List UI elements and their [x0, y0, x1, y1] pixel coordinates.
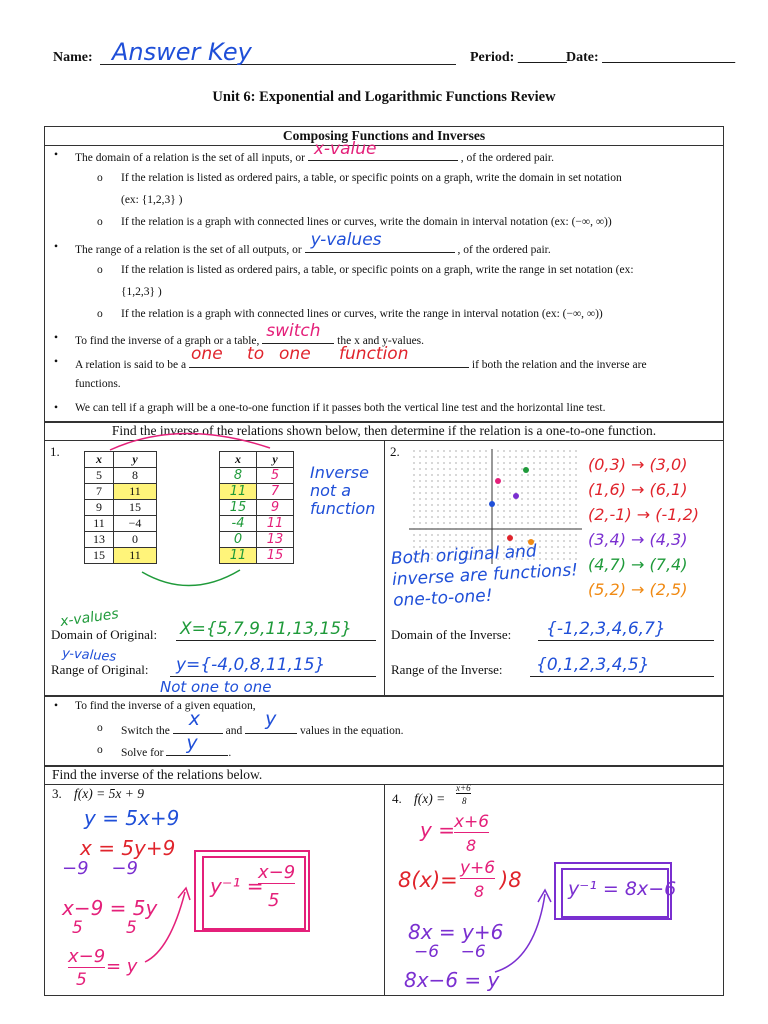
p4-step-2-rhs: )8: [500, 868, 522, 892]
col-y: y: [114, 452, 157, 468]
pair-inverse: (6,1): [649, 480, 688, 499]
answer-switch-y: y: [265, 708, 277, 730]
domain-original-label: Domain of Original:: [51, 627, 158, 642]
pair-row: [588, 580, 722, 605]
table-cell: 13: [85, 532, 114, 548]
col-y: y: [257, 452, 294, 468]
domain-inverse-line: [538, 640, 714, 641]
p4-step-3b: −6 −6: [414, 942, 486, 962]
table-cell: 11: [257, 516, 294, 532]
name-value: Answer Key: [112, 38, 252, 66]
table-cell: 8: [220, 468, 257, 484]
section-composing-heading: Composing Functions and Inverses: [282, 128, 486, 143]
arrow-arcs: [80, 422, 300, 592]
table-cell: 15: [85, 548, 114, 564]
p4-step-2-num: y+6: [460, 858, 496, 878]
problem-3-equation: f(x) = 5x + 9: [74, 786, 144, 801]
table-cell: 9: [257, 500, 294, 516]
sub-domain-set-ex: (ex: {1,2,3} ): [121, 194, 183, 206]
p4-step-4: 8x−6 = y: [404, 968, 500, 992]
page-title: Unit 6: Exponential and Logarithmic Functions Review: [212, 89, 556, 105]
p4-step-1-den: 8: [466, 836, 477, 855]
answer-switch: switch: [266, 321, 321, 341]
pair-inverse: (-1,2): [655, 505, 699, 524]
pair-original: (2,-1): [588, 505, 632, 524]
col-x: x: [85, 452, 114, 468]
table-cell: 5: [257, 468, 294, 484]
problem-4-eq-den: 8: [462, 796, 467, 806]
answer-function: function: [339, 344, 409, 364]
p4-answer-box: [554, 862, 677, 920]
answer-solve-y: y: [186, 732, 198, 754]
table-cell: 0: [220, 532, 257, 548]
table-cell: 11: [220, 484, 257, 500]
problem-3-number: 3.: [52, 786, 62, 801]
answer-one-2: one: [279, 344, 311, 364]
date-label: Date: ___________________: [566, 50, 736, 65]
p4-step-1-num: x+6: [454, 812, 490, 832]
table-cell: 0: [114, 532, 157, 548]
p4-step-1-lhs: y =: [420, 818, 455, 842]
inverse-eq-vdivider: [384, 784, 385, 996]
pair-row: [588, 480, 722, 505]
arrow-icon: →: [625, 530, 650, 549]
range-inverse-answer: {0,1,2,3,4,5}: [536, 655, 650, 675]
problem-4-eq-lhs: f(x) =: [414, 791, 446, 806]
p4-arrow: [490, 880, 560, 980]
table-cell: 15: [114, 500, 157, 516]
pair-original: (1,6): [588, 480, 626, 499]
arrow-icon: →: [625, 480, 650, 499]
pair-original: (4,7): [588, 555, 626, 574]
p3-step-2: x = 5y+9: [80, 836, 176, 860]
range-original-line: [170, 676, 376, 677]
p3-step-6-rhs: = y: [106, 956, 138, 977]
both-functions-note: Both original and inverse are functions! one-to-one!: [390, 541, 579, 611]
arrow-icon: →: [625, 555, 650, 574]
p3-step-3: −9 −9: [62, 858, 138, 879]
answer-to: to: [247, 344, 265, 364]
p4-step-2-lhs: 8(x)=: [398, 868, 458, 892]
range-inverse-label: Range of the Inverse:: [391, 662, 503, 677]
range-inverse-line: [530, 676, 714, 677]
problem-4-number: 4.: [392, 791, 402, 806]
p4-step-3: 8x = y+6: [408, 920, 504, 944]
problem-1-number: 1.: [50, 444, 60, 459]
domain-inverse-answer: {-1,2,3,4,6,7}: [546, 619, 666, 639]
pair-original: (3,4): [588, 530, 626, 549]
name-label: Name:: [53, 50, 93, 65]
p3-answer-num: x−9: [258, 862, 296, 883]
not-one-to-one-note: Not one to one: [160, 678, 272, 696]
answer-x-value: x-value: [313, 139, 377, 159]
table-cell: −4: [114, 516, 157, 532]
range-original-label: Range of Original:: [51, 662, 149, 677]
pair-inverse: (3,0): [649, 455, 688, 474]
domain-inverse-label: Domain of the Inverse:: [391, 627, 512, 642]
p3-arrow: [140, 880, 200, 970]
table-cell: 8: [114, 468, 157, 484]
graph-point: [523, 467, 529, 473]
graph-point: [489, 501, 495, 507]
section-inverse-eq-heading: Find the inverse of the relations below.: [52, 767, 263, 782]
p4-step-2-den: 8: [474, 882, 485, 901]
domain-note: x-values: [59, 605, 120, 631]
arrow-icon: →: [631, 505, 656, 524]
problem-2-number: 2.: [390, 444, 400, 459]
pair-row: [588, 455, 722, 480]
bullet-one-to-one-cont: functions.: [75, 378, 121, 390]
p3-step-1: y = 5x+9: [84, 806, 180, 830]
arrow-icon: →: [625, 580, 650, 599]
answer-switch-x: x: [188, 708, 200, 730]
table-cell: 7: [257, 484, 294, 500]
heading-divider: [44, 145, 724, 146]
pair-inverse: (7,4): [649, 555, 688, 574]
p3-step-4: x−9 = 5y: [62, 896, 158, 920]
pair-inverse: (2,5): [649, 580, 688, 599]
answer-y-values: y-values: [310, 230, 382, 250]
pair-inverse: (4,3): [649, 530, 688, 549]
problem-4-eq-num: x+6: [456, 783, 471, 793]
pair-row: [588, 555, 722, 580]
table-cell: 9: [85, 500, 114, 516]
table-cell: 15: [220, 500, 257, 516]
table-cell: 11: [85, 516, 114, 532]
arrow-icon: →: [625, 455, 650, 474]
p3-answer-den: 5: [268, 890, 280, 911]
p3-answer-lhs: y⁻¹ =: [210, 874, 264, 898]
table-cell: -4: [220, 516, 257, 532]
p4-answer: y⁻¹ = 8x−6: [568, 878, 677, 900]
table-cell: 13: [257, 532, 294, 548]
table-cell: 15: [257, 548, 294, 564]
table-cell: 11: [220, 548, 257, 564]
pair-row: [588, 530, 722, 555]
sub-range-set-ex: {1,2,3} ): [121, 286, 162, 298]
period-label: Period: _______: [470, 50, 567, 65]
range-note: y-values: [61, 646, 117, 665]
pair-original: (5,2): [588, 580, 626, 599]
pair-row: [588, 505, 722, 530]
table-cell: 11: [114, 548, 157, 564]
answer-one: one: [191, 344, 223, 364]
p3-step-5: 5 5: [72, 918, 137, 938]
domain-original-answer: X={5,7,9,11,13,15}: [180, 619, 352, 639]
p3-answer-box: [194, 850, 310, 932]
table-cell: 7: [85, 484, 114, 500]
pair-original: (0,3): [588, 455, 626, 474]
p3-step-6-den: 5: [76, 970, 87, 990]
graph-point: [495, 478, 501, 484]
inverse-not-function-note: Inverse not a function: [310, 463, 376, 518]
col-x: x: [220, 452, 257, 468]
table-cell: 5: [85, 468, 114, 484]
domain-original-line: [176, 640, 376, 641]
table-cell: 11: [114, 484, 157, 500]
graph-point: [513, 493, 519, 499]
graph-point: [507, 535, 513, 541]
p3-step-6-num: x−9: [68, 946, 106, 967]
range-original-answer: y={-4,0,8,11,15}: [176, 655, 326, 675]
section-relations-heading: Find the inverse of the relations shown below, then determine if the relation is a one-to-one function.: [111, 423, 657, 438]
pairs-list: [588, 455, 722, 605]
